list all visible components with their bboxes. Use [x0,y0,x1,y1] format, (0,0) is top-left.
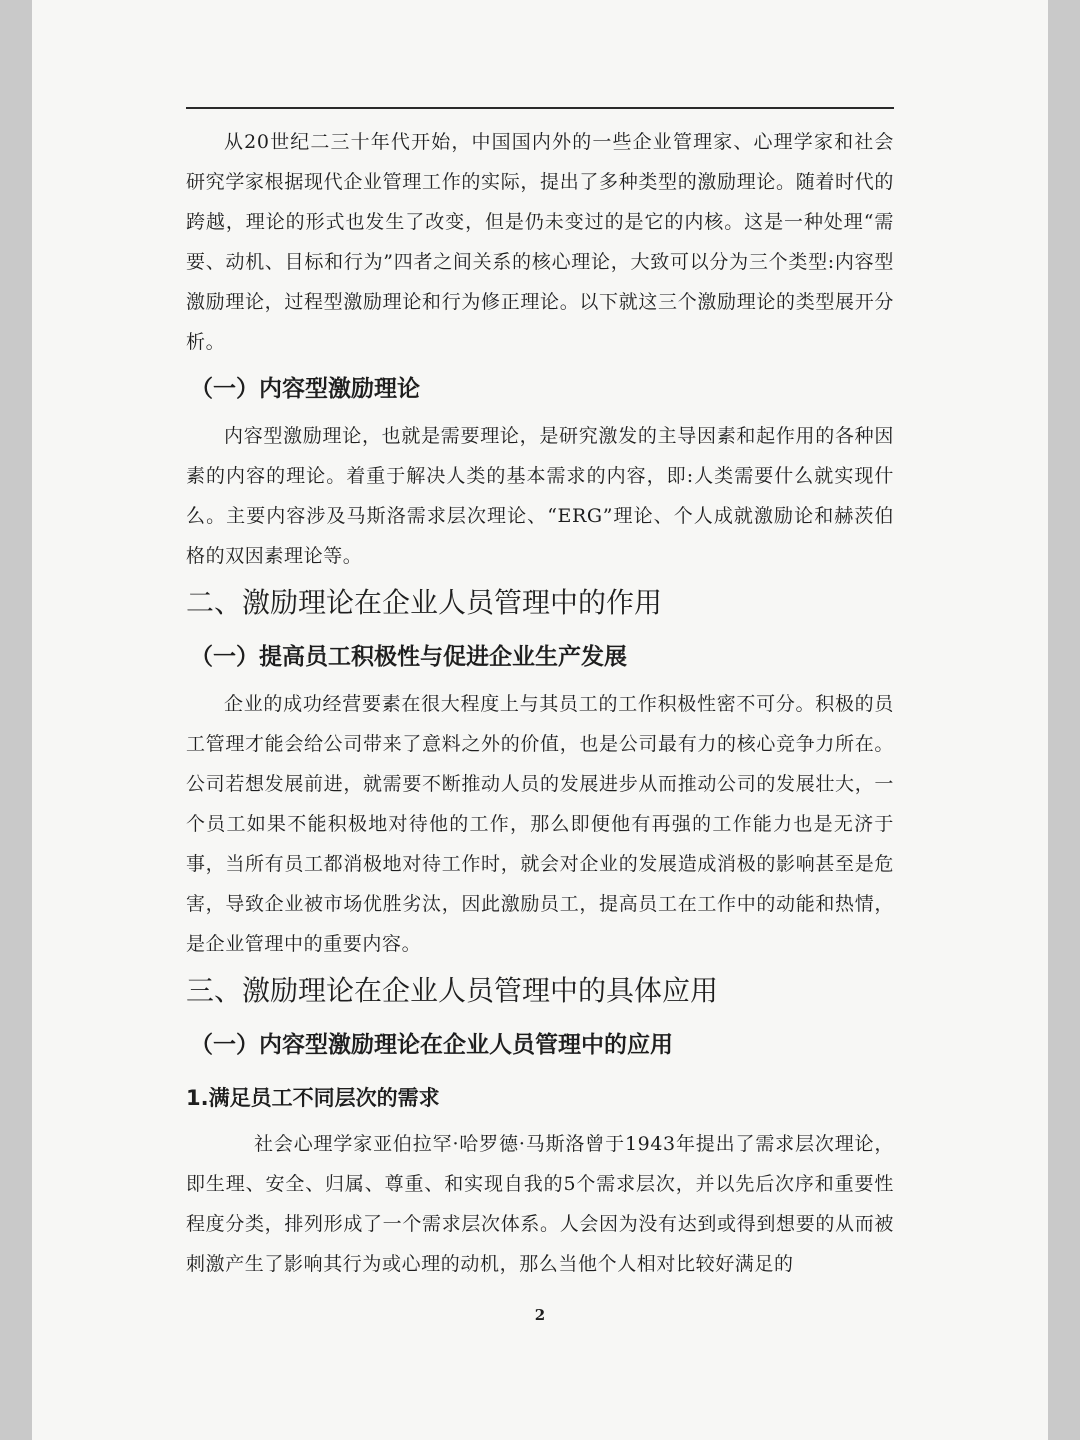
page-content [186,122,894,1284]
heading-section-3: 三、激励理论在企业人员管理中的具体应用 [186,974,719,1007]
heading-needs: 1.满足员工不同层次的需求 [186,1086,440,1110]
heading-enthusiasm: （一）提高员工积极性与促进企业生产发展 [190,644,627,670]
header-rule [186,107,894,109]
page-number: 2 [534,1306,546,1324]
heading-content-theory: （一）内容型激励理论 [190,376,420,402]
heading-content-application: （一）内容型激励理论在企业人员管理中的应用 [190,1032,673,1058]
paragraph-content-theory: 内容型激励理论，也就是需要理论，是研究激发的主导因素和起作用的各种因素的内容的理论。着重于解决人类的基本需求的内容，即:人类需要什么就实现什么。主要内容涉及马斯洛需求层次理论、“ERG”理论、个人成就激励论和赫茨伯格的双因素理论等。 [186,425,894,567]
document-page [32,0,1048,1440]
paragraph-intro: 从20世纪二三十年代开始，中国国内外的一些企业管理家、心理学家和社会研究学家根据现代企业管理工作的实际，提出了多种类型的激励理论。随着时代的跨越，理论的形式也发生了改变，但是仍未变过的是它的内核。这是一种处理“需要、动机、目标和行为”四者之间关系的核心理论，大致可以分为三个类型:内容型激励理论，过程型激励理论和行为修正理论。以下就这三个激励理论的类型展开分析。 [186,131,894,353]
paragraph-maslow: 社会心理学家亚伯拉罕·哈罗德·马斯洛曾于1943年提出了需求层次理论，即生理、安全、归属、尊重、和实现自我的5个需求层次，并以先后次序和重要性程度分类，排列形成了一个需求层次体系。人会因为没有达到或得到想要的从而被刺激产生了影响其行为或心理的动机，那么当他个人相对比较好满足的 [186,1133,894,1275]
heading-section-2: 二、激励理论在企业人员管理中的作用 [186,586,663,619]
paragraph-enthusiasm: 企业的成功经营要素在很大程度上与其员工的工作积极性密不可分。积极的员工管理才能会给公司带来了意料之外的价值，也是公司最有力的核心竞争力所在。公司若想发展前进，就需要不断推动人员的发展进步从而推动公司的发展壮大，一个员工如果不能积极地对待他的工作，那么即便他有再强的工作能力也是无济于事，当所有员工都消极地对待工作时，就会对企业的发展造成消极的影响甚至是危害，导致企业被市场优胜劣汰，因此激励员工，提高员工在工作中的动能和热情，是企业管理中的重要内容。 [186,693,894,955]
